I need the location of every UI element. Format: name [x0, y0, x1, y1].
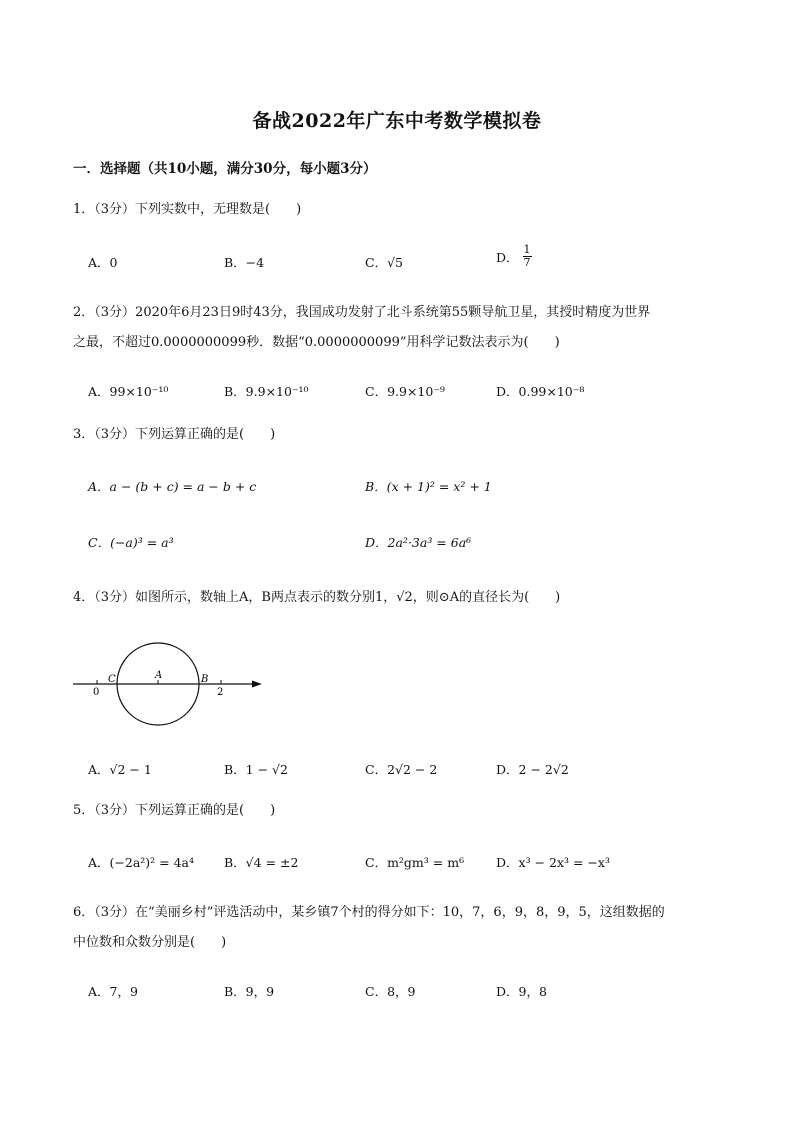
- question-6-option-b[interactable]: B．9，9: [224, 984, 275, 999]
- question-5-option-c[interactable]: C．m²gm³ = m⁶: [365, 855, 465, 870]
- label-a: A: [155, 670, 163, 681]
- question-1-option-c[interactable]: C．√5: [365, 255, 403, 270]
- fraction-denominator: 7: [523, 256, 531, 269]
- question-5-option-d[interactable]: D．x³ − 2x³ = −x³: [496, 855, 610, 870]
- page-title: 备战2022年广东中考数学模拟卷: [252, 110, 542, 132]
- fraction-numerator: 1: [523, 243, 531, 256]
- label-c: C: [108, 674, 116, 685]
- label-two: 2: [217, 687, 224, 698]
- question-6-option-d[interactable]: D．9，8: [496, 984, 547, 999]
- question-2-stem-line2: 之最，不超过0.0000000099秒．数据“0.0000000099”用科学记数法表示为( ): [73, 335, 560, 350]
- section-heading: 一．选择题（共10小题，满分30分，每小题3分）: [73, 161, 377, 177]
- question-3-option-a[interactable]: A．a − (b + c) = a − b + c: [88, 479, 257, 494]
- question-3-option-c[interactable]: C．(−a)³ = a³: [88, 535, 174, 550]
- question-3-stem: 3．（3分）下列运算正确的是( ): [73, 427, 276, 442]
- question-2-option-d[interactable]: D．0.99×10⁻⁸: [496, 384, 585, 399]
- question-2-option-b[interactable]: B．9.9×10⁻¹⁰: [224, 384, 309, 399]
- question-4-stem: 4．（3分）如图所示，数轴上A，B两点表示的数分别1，√2，则⊙A的直径长为( ): [73, 590, 561, 605]
- question-6-stem-line1: 6．（3分）在“美丽乡村”评选活动中，某乡镇7个村的得分如下：10，7，6，9，8，9，5，这组数据的: [73, 905, 665, 920]
- question-1-stem: 1．（3分）下列实数中，无理数是( ): [73, 202, 302, 217]
- question-2-stem-line1: 2．（3分）2020年6月23日9时43分，我国成功发射了北斗系统第55颗导航卫星，其授时精度为世界: [73, 305, 651, 320]
- question-3-option-d[interactable]: D．2a²·3a³ = 6a⁶: [365, 535, 472, 550]
- question-5-option-a[interactable]: A．(−2a²)² = 4a⁴: [88, 855, 195, 870]
- question-3-option-b[interactable]: B．(x + 1)² = x² + 1: [365, 479, 492, 494]
- question-1-option-d-label: D．: [496, 249, 519, 265]
- question-4-option-b[interactable]: B．1 − √2: [224, 762, 288, 777]
- question-2-option-a[interactable]: A．99×10⁻¹⁰: [88, 384, 169, 399]
- question-1-option-a[interactable]: A．0: [88, 255, 118, 270]
- number-line-arrow: [252, 681, 262, 688]
- question-4-option-c[interactable]: C．2√2 − 2: [365, 762, 438, 777]
- label-zero: 0: [93, 687, 100, 698]
- question-5-option-b[interactable]: B．√4 = ±2: [224, 855, 299, 870]
- question-4-option-d[interactable]: D．2 − 2√2: [496, 762, 569, 777]
- question-2-option-c[interactable]: C．9.9×10⁻⁹: [365, 384, 445, 399]
- question-1-option-b[interactable]: B．−4: [224, 255, 265, 270]
- fraction: [523, 244, 532, 269]
- number-line-figure: [70, 636, 270, 732]
- question-4-option-a[interactable]: A．√2 − 1: [88, 762, 152, 777]
- label-b: B: [201, 674, 209, 685]
- question-6-option-c[interactable]: C．8，9: [365, 984, 416, 999]
- question-1-option-d[interactable]: [496, 244, 532, 269]
- question-6-stem-line2: 中位数和众数分别是( ): [73, 935, 227, 950]
- question-6-option-a[interactable]: A．7，9: [88, 984, 138, 999]
- question-5-stem: 5．（3分）下列运算正确的是( ): [73, 803, 276, 818]
